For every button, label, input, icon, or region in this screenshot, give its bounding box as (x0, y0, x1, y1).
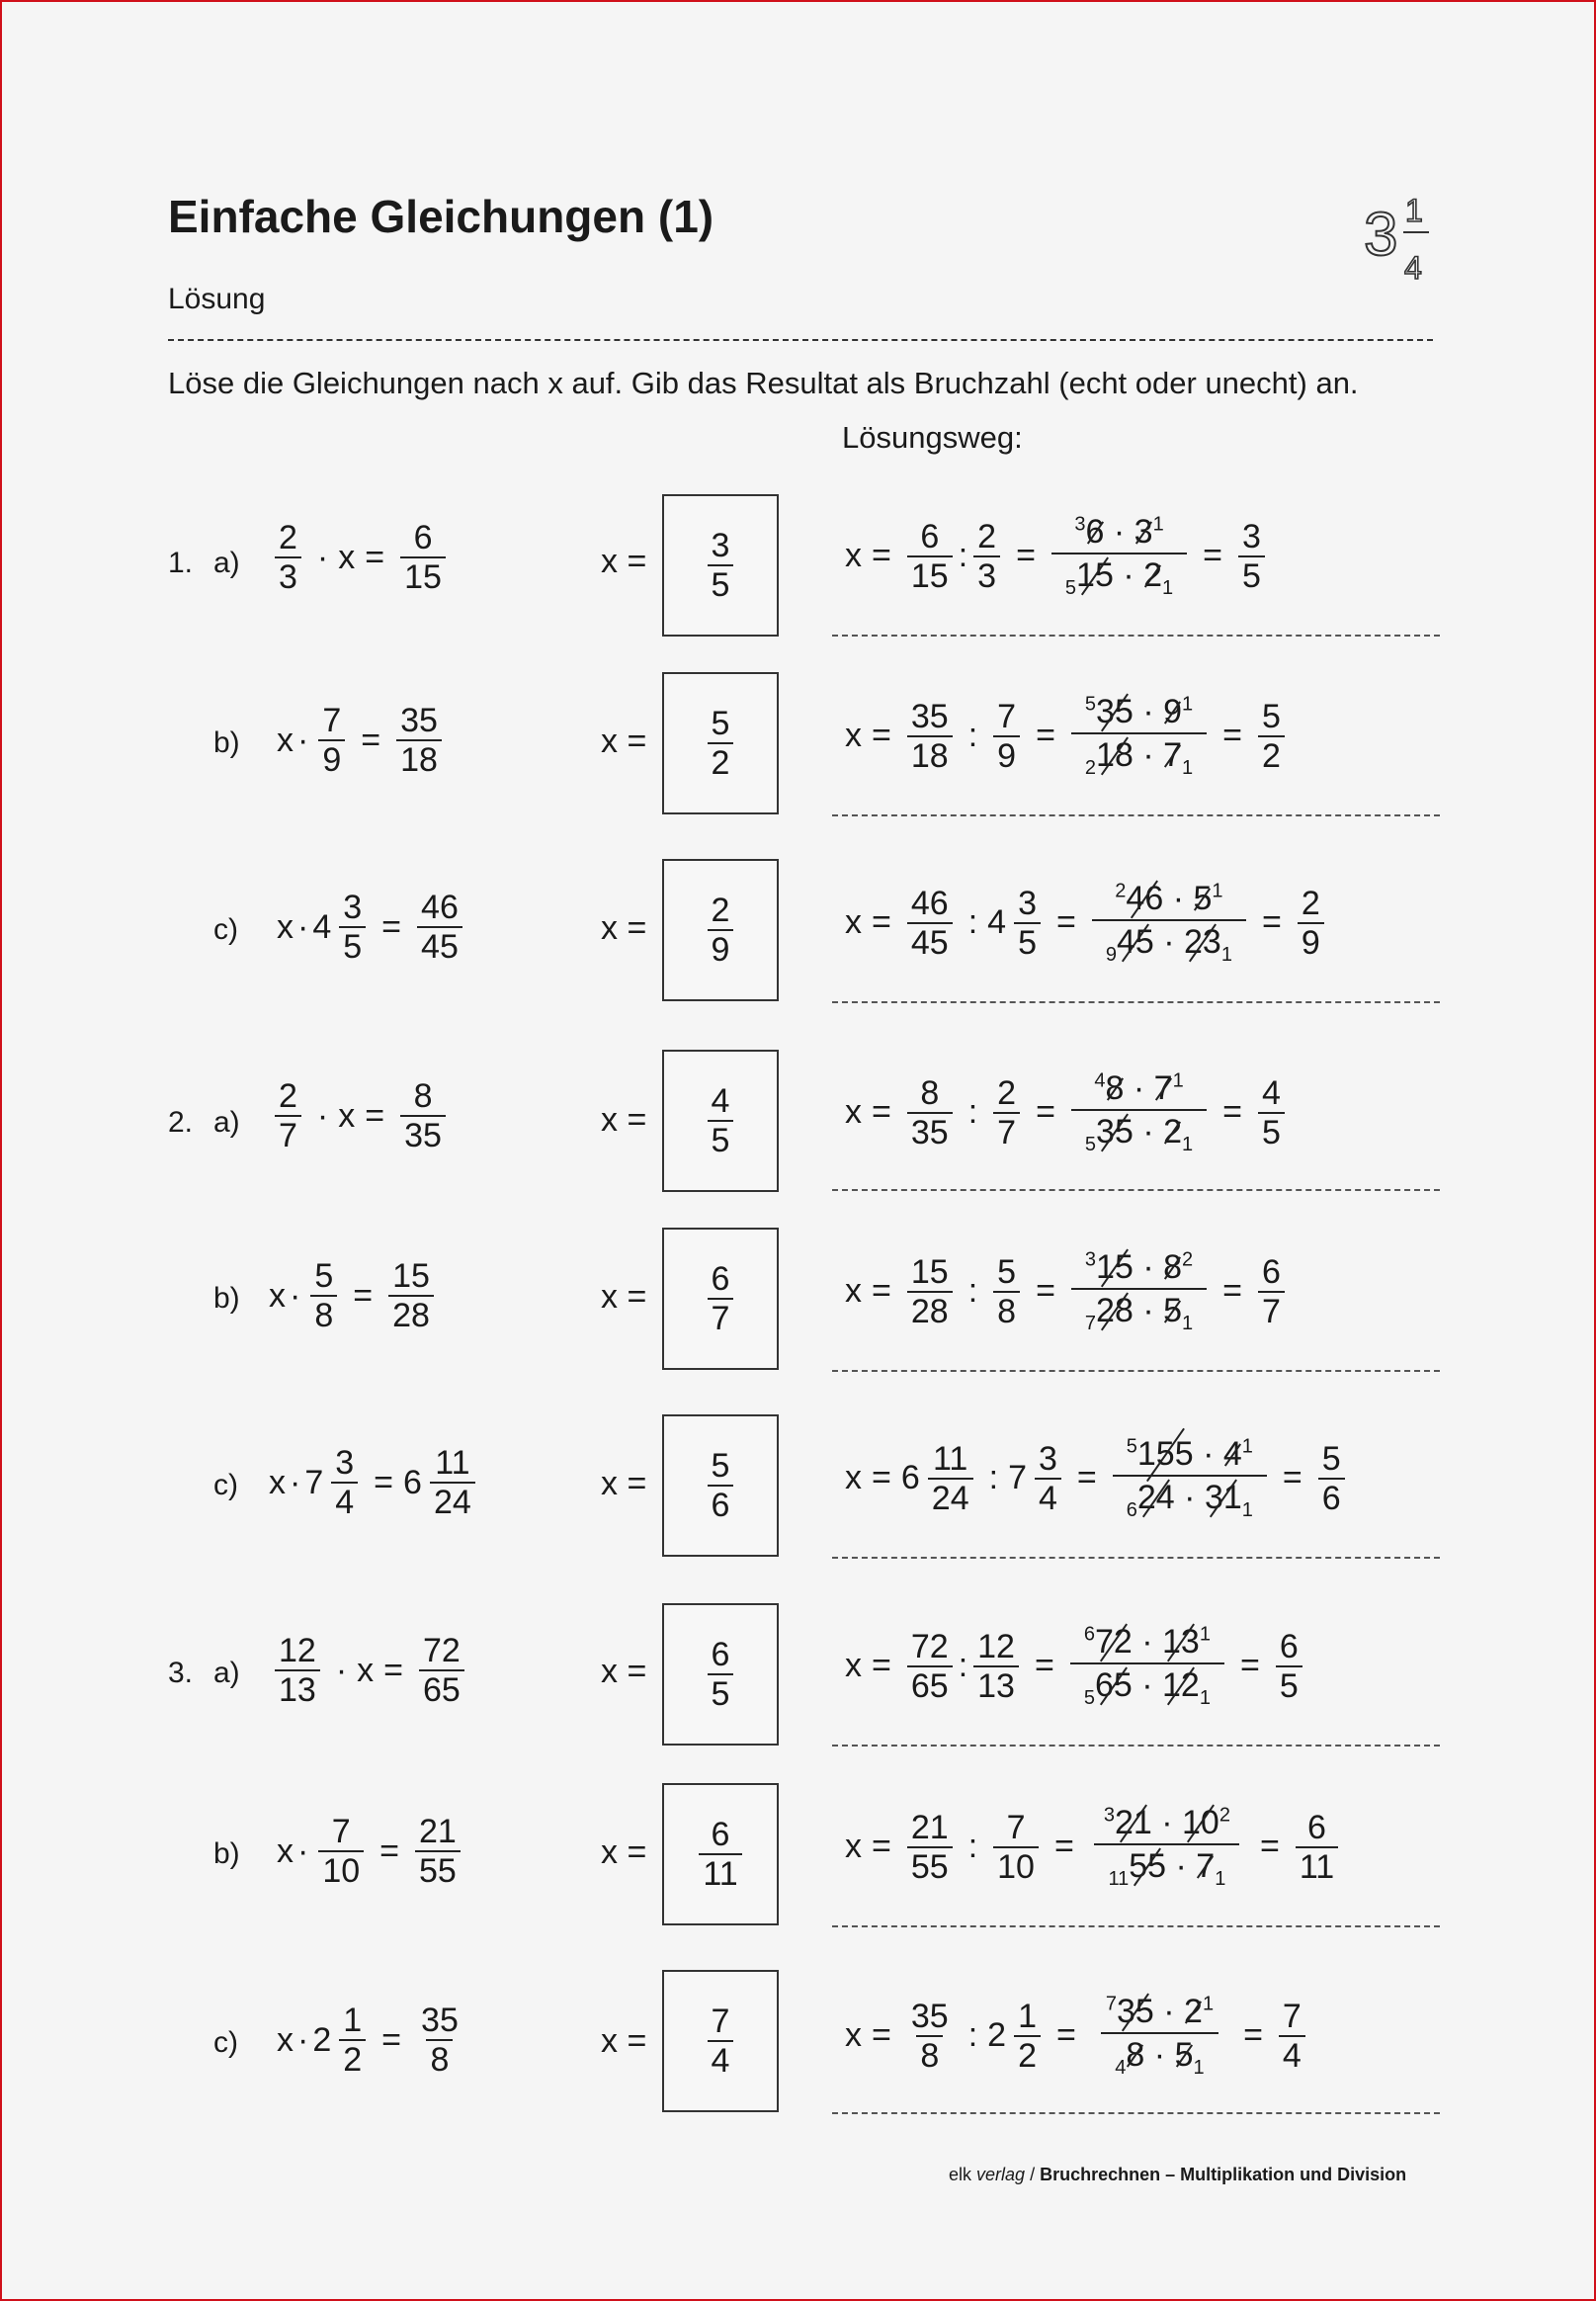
equation: x · $\frac{5}{8}$ = $\frac{15}{28}$ (269, 1257, 440, 1334)
answer-line (832, 1189, 1440, 1191)
answer-line (832, 1001, 1440, 1003)
x-equals-label: x = (601, 543, 647, 580)
equation: x · 4 $\frac{3}{5}$ = $\frac{46}{45}$ (277, 889, 468, 966)
answer-box: $\frac{6}{7}$ (662, 1228, 779, 1370)
footer-series: Bruchrechnen – Multiplikation und Division (1040, 2165, 1407, 2184)
problem-3c (0, 1969, 1596, 2117)
x-equals-label: x = (601, 1653, 647, 1690)
problem-letter: b) (213, 726, 240, 759)
problem-3b (0, 1780, 1596, 1928)
answer-box: $\frac{3}{5}$ (662, 494, 779, 637)
problem-1a (0, 489, 1596, 638)
x-equals-label: x = (601, 909, 647, 947)
problem-letter: c) (213, 913, 238, 946)
svg-text:4: 4 (1404, 250, 1422, 286)
problem-letter: c) (213, 2026, 238, 2059)
answer-box: $\frac{5}{2}$ (662, 672, 779, 814)
footer-publisher-italic: verlag (976, 2165, 1026, 2184)
footer-separator: / (1030, 2165, 1036, 2184)
solution-steps: x = $\frac{72}{65}$ : $\frac{12}{13}$ = $\frac{^672 \cdot 13^1}{_565 \cdot 12_1}$ = $\frac{6}{5}$ (845, 1621, 1308, 1711)
divider (168, 339, 1433, 341)
problem-number: 1. (168, 547, 194, 579)
fraction-logo-icon (1364, 188, 1435, 287)
problem-letter: c) (213, 1469, 238, 1501)
problem-3a (0, 1599, 1596, 1747)
problem-letter: a) (213, 547, 240, 579)
equation: x · 2 $\frac{1}{2}$ = $\frac{35}{8}$ (277, 2002, 459, 2080)
problem-letter: b) (213, 1282, 240, 1315)
answer-line (832, 1370, 1440, 1372)
svg-text:3: 3 (1364, 201, 1398, 269)
answer-box: $\frac{5}{6}$ (662, 1414, 779, 1557)
solution-steps: x = $\frac{6}{15}$ : $\frac{2}{3}$ = $\frac{^36 \cdot 3^1}{_515 \cdot 2_1}$ = $\frac{3}{5}$ (845, 511, 1271, 601)
solution-steps: x = $\frac{35}{8}$ : 2 $\frac{1}{2}$ = $\frac{^735 \cdot 2^1}{_48 \cdot 5_1}$ = $\frac{7}{4}$ (845, 1991, 1311, 2081)
solution-steps: x = $\frac{15}{28}$ : $\frac{5}{8}$ = $\frac{^315 \cdot 8^2}{_728 \cdot 5_1}$ = $\frac{6}{7}$ (845, 1246, 1291, 1336)
problem-letter: a) (213, 1657, 240, 1689)
answer-box: $\frac{2}{9}$ (662, 859, 779, 1001)
answer-line (832, 635, 1440, 637)
equation: $\frac{2}{3}$ · x = $\frac{6}{15}$ (269, 519, 452, 596)
answer-box: $\frac{6}{5}$ (662, 1603, 779, 1746)
problem-letter: a) (213, 1106, 240, 1139)
answer-line (832, 1557, 1440, 1559)
footer (949, 2165, 1406, 2185)
problem-letter: b) (213, 1837, 240, 1870)
method-label: Lösungsweg: (842, 420, 1023, 455)
footer-publisher: elk (949, 2165, 972, 2184)
solution-steps: x = $\frac{8}{35}$ : $\frac{2}{7}$ = $\frac{^48 \cdot 7^1}{_535 \cdot 2_1}$ = $\frac{4}{5}$ (845, 1067, 1291, 1157)
subtitle: Lösung (168, 283, 266, 315)
problem-2a (0, 1044, 1596, 1192)
problem-number: 3. (168, 1657, 194, 1689)
equation: $\frac{12}{13}$ · x = $\frac{72}{65}$ (269, 1632, 470, 1709)
answer-box: $\frac{6}{11}$ (662, 1783, 779, 1925)
answer-box: $\frac{7}{4}$ (662, 1970, 779, 2112)
solution-steps: x = $\frac{46}{45}$ : 4 $\frac{3}{5}$ = $\frac{^246 \cdot 5^1}{_945 \cdot 23_1}$ = $\frac{2}{9}$ (845, 878, 1330, 968)
solution-steps: x = $\frac{35}{18}$ : $\frac{7}{9}$ = $\frac{^535 \cdot 9^1}{_218 \cdot 7_1}$ = $\frac{5}{2}$ (845, 691, 1291, 781)
answer-line (832, 2112, 1440, 2114)
problem-1b (0, 669, 1596, 817)
solution-steps: x = $\frac{21}{55}$ : $\frac{7}{10}$ = $\frac{^321 \cdot 10^2}{_{11}55 \cdot 7_1}$ = $\frac{6}{11}$ (845, 1802, 1344, 1892)
answer-box: $\frac{4}{5}$ (662, 1050, 779, 1192)
equation: x · $\frac{7}{10}$ = $\frac{21}{55}$ (277, 1813, 466, 1890)
instruction: Löse die Gleichungen nach x auf. Gib das Resultat als Bruchzahl (echt oder unecht) an. (168, 366, 1359, 400)
problem-number: 2. (168, 1106, 194, 1139)
x-equals-label: x = (601, 2022, 647, 2060)
problem-2c (0, 1411, 1596, 1560)
x-equals-label: x = (601, 1278, 647, 1316)
answer-line (832, 1925, 1440, 1927)
equation: x · $\frac{7}{9}$ = $\frac{35}{18}$ (277, 702, 448, 779)
answer-line (832, 1745, 1440, 1747)
problem-1c (0, 856, 1596, 1004)
solution-steps: x = 6 $\frac{11}{24}$ : 7 $\frac{3}{4}$ = $\frac{^5155 \cdot 4^1}{_624 \cdot 31_1}$ = $\frac{5}{6}$ (845, 1433, 1351, 1523)
x-equals-label: x = (601, 1101, 647, 1139)
x-equals-label: x = (601, 723, 647, 760)
page-title: Einfache Gleichungen (1) (168, 191, 714, 242)
answer-line (832, 814, 1440, 816)
problem-2b (0, 1225, 1596, 1373)
equation: x · 7 $\frac{3}{4}$ = 6 $\frac{11}{24}$ (269, 1444, 481, 1521)
x-equals-label: x = (601, 1465, 647, 1502)
x-equals-label: x = (601, 1833, 647, 1871)
equation: $\frac{2}{7}$ · x = $\frac{8}{35}$ (269, 1077, 452, 1154)
svg-text:1: 1 (1405, 193, 1423, 228)
